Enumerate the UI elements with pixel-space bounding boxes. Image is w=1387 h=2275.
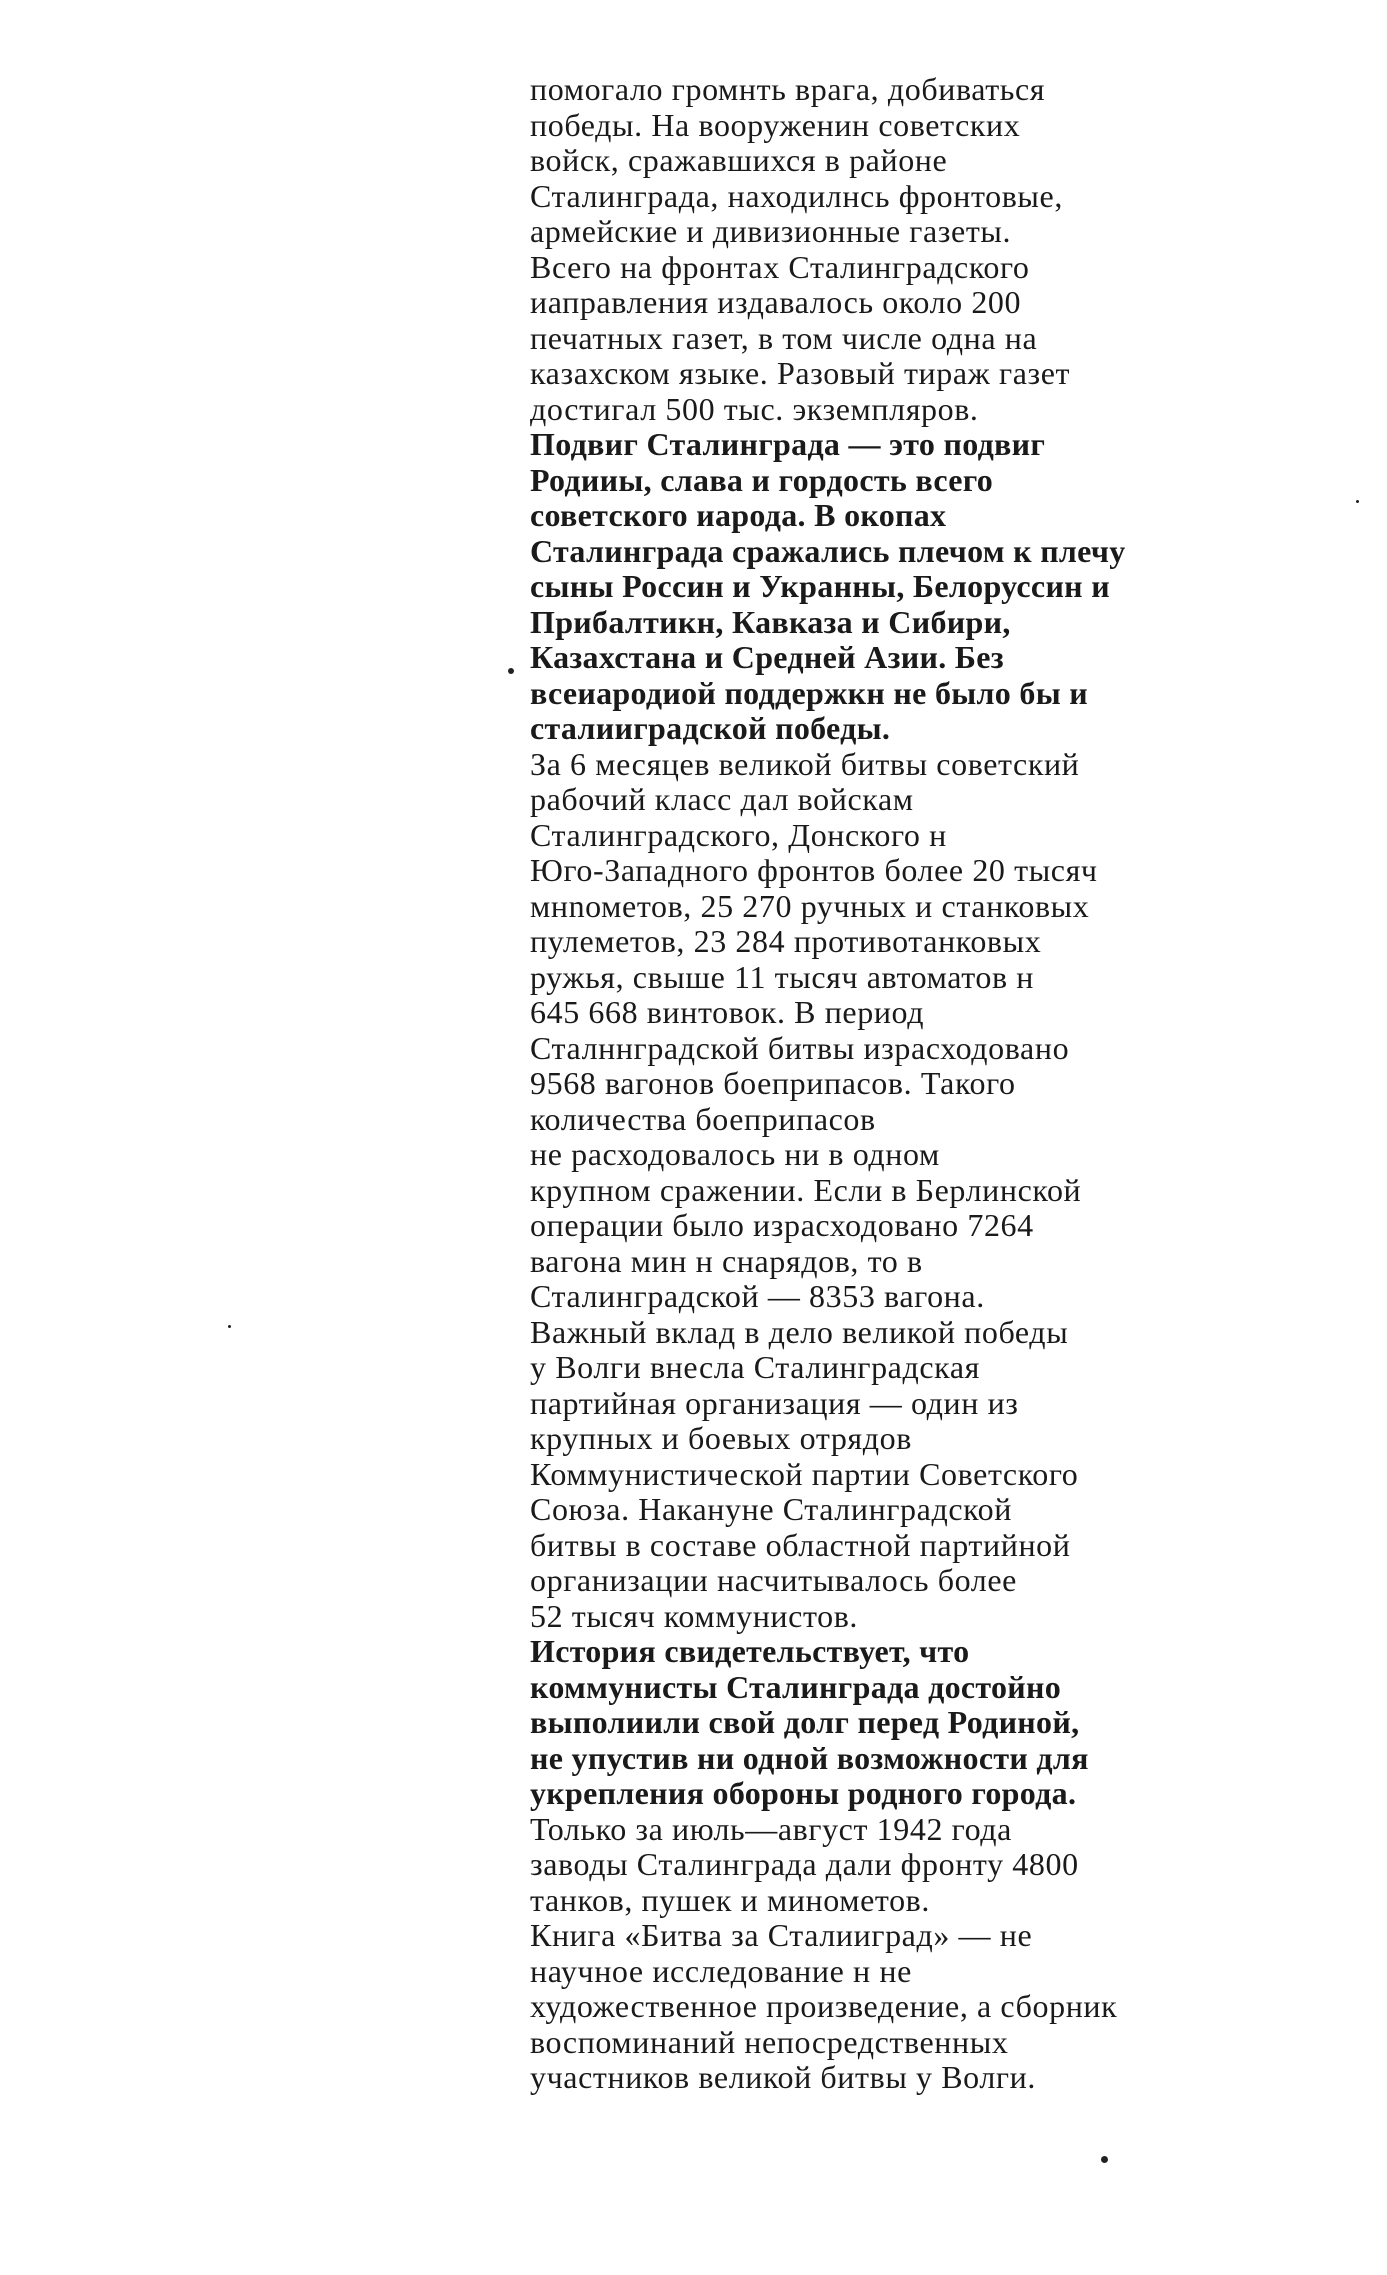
text-line: организации насчитывалось более [530, 1562, 1017, 1598]
bold-text-line: коммунисты Сталинграда достойно [530, 1668, 1062, 1705]
text-line: научное исследование н не [530, 1952, 912, 1989]
text-line: казахском языке. Разовый тираж газет [530, 355, 1071, 391]
text-line: 52 тысяч коммунистов. [530, 1597, 859, 1634]
text-line: вагона мин н снарядов, то в [530, 1242, 923, 1279]
text-line: мнnометов, 25 270 ручных и станковых [530, 887, 1090, 924]
text-line: не расходовалось ни в одном [530, 1136, 940, 1172]
text-line: печатных газет, в том числе одна на [530, 319, 1038, 356]
bold-text-line: сыны Россин и Укранны, Белоруссин и [530, 568, 1110, 604]
text-line: Коммунистической партии Советского [530, 1455, 1079, 1492]
text-line: Сталинградского, Донского н [530, 816, 947, 853]
text-line: ружья, свыше 11 тысяч автоматов н [530, 958, 1035, 995]
text-line: пулеметов, 23 284 противотанковых [530, 923, 1042, 959]
text-line: операции было израсходовано 7264 [530, 1207, 1034, 1243]
margin-speck [1356, 500, 1359, 503]
bold-text-line: советского иарода. В окопах [530, 497, 947, 533]
bold-text-line: не упустив ни одной возможности для [530, 1739, 1089, 1776]
text-line: у Волги внесла Сталинградская [530, 1349, 980, 1385]
text-line: иаправления издавалось около 200 [530, 284, 1022, 320]
bold-text-line: Прибалтикн, Кавказа и Сибири, [530, 603, 1011, 640]
bold-text-line: Казахстана и Средней Азии. Без [530, 639, 1004, 675]
margin-speck [1101, 2156, 1108, 2163]
text-line: помогало громнть врага, добиваться [530, 71, 1046, 107]
bold-text-line: укрепления обороны родного города. [530, 1775, 1077, 1811]
text-line: танков, пушек и минометов. [530, 1881, 930, 1918]
text-line: крупном сражении. Если в Берлинской [530, 1171, 1082, 1208]
text-line: Сталинграда, находилнсь фронтовые, [530, 177, 1063, 214]
margin-speck [508, 668, 514, 674]
text-line: рабочий класс дал войскам [530, 781, 914, 817]
bold-text-line: Сталинграда сражались плечом к плечу [530, 532, 1126, 569]
text-line: заводы Сталинграда дали фронту 4800 [530, 1846, 1079, 1882]
bold-text-line: сталииградской победы. [530, 710, 891, 746]
text-line: количества боеприпасов [530, 1100, 876, 1137]
text-line: Всего на фронтах Сталинградского [530, 248, 1030, 285]
bold-text-line: всеиародиой поддержкн не было бы и [530, 674, 1089, 711]
text-line: Союза. Накануне Сталинградской [530, 1491, 1012, 1527]
text-line: войск, сражавшихся в районе [530, 142, 948, 178]
text-line: битвы в составе областной партийной [530, 1526, 1071, 1563]
bold-text-line: выполиили свой долг перед Родиной, [530, 1704, 1080, 1740]
text-line: Сталинградской — 8353 вагона. [530, 1278, 985, 1314]
text-line: Только за июль—август 1942 года [530, 1810, 1012, 1847]
bold-text-line: История свидетельствует, что [530, 1633, 970, 1669]
bold-text-line: Родииы, слава и гордость всего [530, 461, 994, 498]
text-line: партийная организация — один из [530, 1384, 1019, 1421]
text-line: армейские и дивизионные газеты. [530, 213, 1012, 249]
text-line: достигал 500 тыс. экземпляров. [530, 390, 979, 427]
text-line: воспоминаний непосредственных [530, 2023, 1009, 2060]
text-column [530, 72, 1250, 2096]
text-line: победы. На вооруженин советских [530, 106, 1021, 143]
text-line: участников великой битвы у Волги. [530, 2059, 1036, 2095]
text-line: Книга «Битва за Сталииград» — не [530, 1917, 1033, 1953]
text-line: Юго-Западного фронтов более 20 тысяч [530, 852, 1098, 888]
text-line: художественное произведение, а сборник [530, 1988, 1118, 2024]
text-line: За 6 месяцев великой битвы советский [530, 745, 1080, 782]
text-line: Сталннградской битвы израсходовано [530, 1029, 1070, 1066]
text-line: крупных и боевых отрядов [530, 1420, 912, 1456]
text-line: 645 668 винтовок. В период [530, 994, 925, 1030]
margin-speck [228, 1325, 231, 1328]
text-line: Важный вклад в дело великой победы [530, 1313, 1069, 1350]
text-line: 9568 вагонов боеприпасов. Такого [530, 1065, 1016, 1101]
bold-text-line: Подвиг Сталинграда — это подвиг [530, 426, 1046, 462]
